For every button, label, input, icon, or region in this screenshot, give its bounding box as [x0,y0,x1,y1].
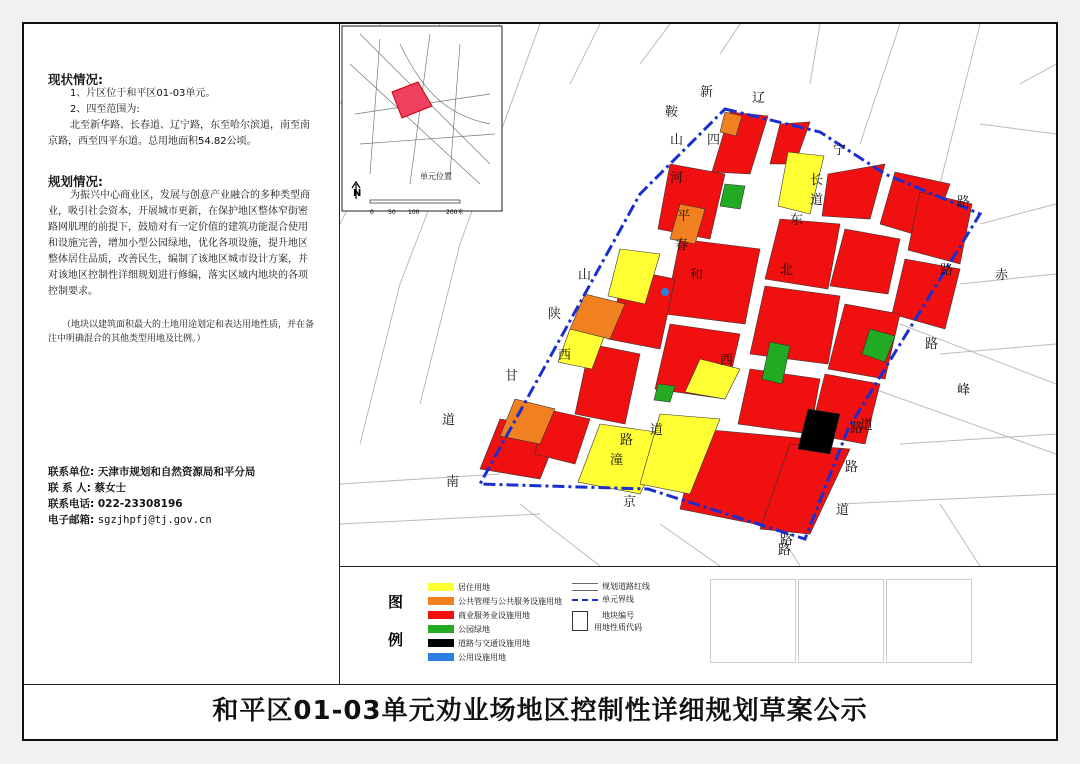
scale-tick: 200米 [446,209,464,216]
map-svg [340,24,1056,566]
road-label: 道 [650,423,664,438]
legend-label: 公共管理与公共服务设施用地 [458,597,562,606]
road-label: 北 [780,263,794,278]
road-label: 道 [860,418,874,433]
legend-label: 商业服务业设施用地 [458,611,530,620]
status-item-2: 2、四至范围为: [70,104,140,115]
road-label: 峰 [957,383,971,398]
legend-label: 道路与交通设施用地 [458,639,530,648]
planning-note: （地块以建筑面积最大的土地用途划定和表达用地性质，并在备 [62,320,315,330]
planning-line: 控制要求。 [48,286,98,297]
road-label: 和 [690,268,704,283]
info-panel [24,24,340,684]
road-label: 新 [700,85,714,100]
planning-heading: 规划情况: [48,174,103,189]
legend-swatch-road [428,639,454,647]
road-label: 赤 [995,268,1009,283]
legend-label: 规划道路红线 [602,582,650,591]
road-label: 道 [836,503,850,518]
legend-label: 单元界线 [602,595,634,604]
contact-email-label: 电子邮箱: [48,514,95,526]
legend-title-2: 例 [388,631,404,649]
contact-phone-value: 022-23308196 [97,498,183,510]
status-range-line-1: 北至新华路、长春道、辽宁路，东至哈尔滨道，南至南 [70,120,310,131]
scale-tick: 0 [370,209,374,216]
road-label: 宁 [833,143,847,158]
road-label: 南 [446,475,460,490]
legend-title-1: 图 [388,593,404,611]
road-label: 道 [810,193,824,208]
legend-boundary-icon [572,599,598,601]
legend-redline-icon [572,583,598,591]
landuse-blocks [480,112,972,534]
inset-map [342,26,502,216]
road-label: 路 [850,421,864,436]
block-park [654,384,675,402]
page-title: 和平区01-03单元劝业场地区控制性详细规划草案公示 [24,684,1056,739]
contact-unit-label: 联系单位: [48,466,95,478]
legend-swatch-utility [428,653,454,661]
road-label: 路 [620,433,634,448]
road-label: 甘 [505,369,519,384]
planning-line: 对该地区控制性详细规划进行修编，落实区域内地块的各项 [48,270,308,281]
road-label: 京 [623,495,637,510]
legend-block-icon [572,611,588,631]
inset-label: 单元位置 [420,172,452,181]
block-park [720,184,745,209]
road-label: 路 [778,543,792,558]
block-utility [661,288,669,296]
planning-line: 为振兴中心商业区，发展与创意产业融合的多种类型商 [70,190,310,201]
contact-person-label: 联 系 人: [48,482,92,494]
planning-line: 和设施完善，增加小型公园绿地，优化各项设施，提升地区 [48,238,308,249]
legend [340,566,1056,684]
legend-swatch-residential [428,583,454,591]
road-label: 山 [578,268,592,283]
poster-frame [22,22,1058,741]
status-range-line-2: 京路，西至四平东道。总用地面积54.82公顷。 [48,136,257,147]
legend-label: 公园绿地 [458,625,490,634]
legend-label: 居住用地 [458,583,490,592]
road-label: 路 [925,337,939,352]
legend-symbol-table [886,579,972,663]
road-label: 东 [790,213,804,228]
block-commercial [830,229,900,294]
legend-label: 用地性质代码 [594,623,642,632]
road-label: 路 [845,460,859,475]
road-label: 鞍 [665,105,679,120]
legend-swatch-park [428,625,454,633]
road-label: 四 [707,133,721,148]
contact-unit-value: 天津市规划和自然资源局和平分局 [97,466,256,478]
road-label: 长 [810,173,824,188]
road-label: 春 [675,238,689,253]
road-label: 路 [780,533,794,548]
block-commercial [765,219,840,289]
legend-label: 地块编号 [602,611,634,620]
road-label: 西 [720,353,734,368]
contact-person-value: 蔡女士 [94,482,127,494]
road-label: 路 [940,263,954,278]
scale-tick: 100 [408,209,420,216]
legend-swatch-commercial [428,611,454,619]
road-label: 平 [677,209,691,224]
road-label: 道 [442,413,456,428]
road-label: 西 [558,348,572,363]
road-label: 辽 [752,91,766,106]
planning-line: 路网肌理的前提下，鼓励对有一定价值的建筑功能混合使用 [48,222,308,233]
legend-symbol-table [798,579,884,663]
status-heading: 现状情况: [48,72,103,87]
block-commercial [750,286,840,364]
planning-note: 注中明确混合的其他类型用地及比例。） [48,334,206,344]
legend-label: 公用设施用地 [458,653,506,662]
planning-line: 整体居住品质，改善民生，编制了该地区城市设计方案，并 [48,254,308,265]
contact-email-value: sgzjhpfj@tj.gov.cn [97,514,212,526]
north-arrow-icon: N [353,188,362,199]
road-label: 山 [670,133,684,148]
road-label: 陕 [548,307,562,322]
road-label: 路 [957,195,971,210]
plan-map [340,24,1056,566]
status-item-1: 1、片区位于和平区01-03单元。 [70,88,216,99]
road-label: 潼 [610,453,624,468]
contact-phone-label: 联系电话: [48,498,95,510]
legend-swatch-public [428,597,454,605]
road-label: 河 [670,171,684,186]
planning-line: 业，吸引社会资本，开展城市更新，在保护地区整体窄街密 [48,206,308,217]
block-commercial [822,164,885,219]
scale-tick: 50 [388,209,396,216]
legend-symbol-table [710,579,796,663]
